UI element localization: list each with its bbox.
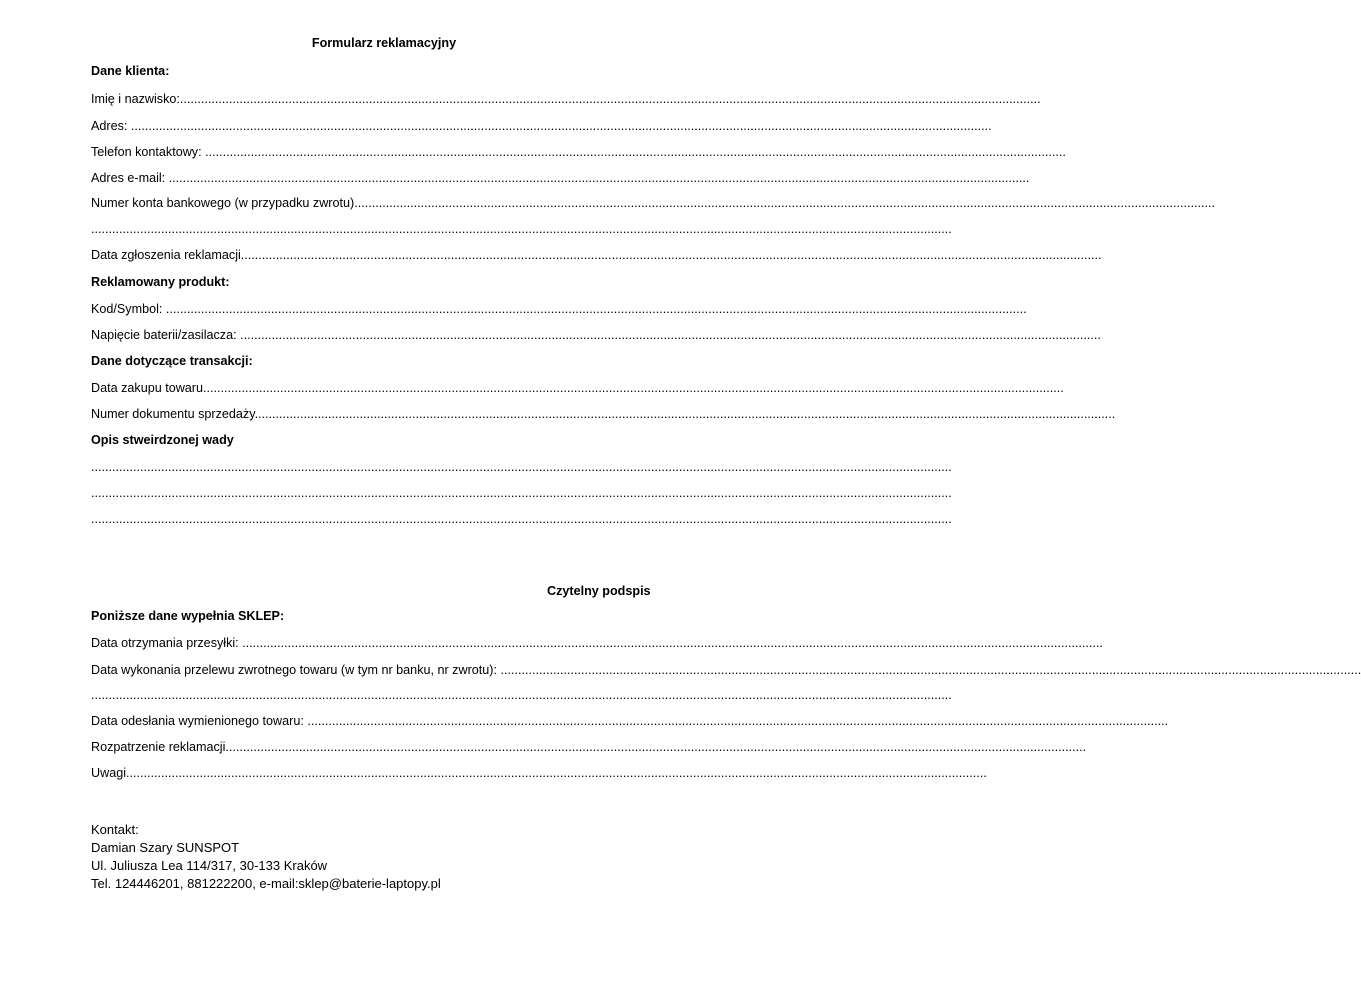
field-bank-account[interactable]: Numer konta bankowego (w przypadku zwrotu)...................................................................................................................................................................................................................................................... bbox=[91, 196, 1215, 210]
shop-section-heading: Poniższe dane wypełnia SKLEP: bbox=[91, 609, 285, 623]
signature-label: Czytelny podspis bbox=[547, 584, 651, 598]
contact-address: Ul. Juliusza Lea 114/317, 30-133 Kraków bbox=[91, 858, 328, 873]
field-replacement-sent-date[interactable]: Data odesłania wymienionego towaru: ...................................................................................................................................................................................................................................................... bbox=[91, 714, 1169, 728]
field-complaint-date[interactable]: Data zgłoszenia reklamacji...................................................................................................................................................................................................................................................... bbox=[91, 248, 1102, 262]
contact-name: Damian Szary SUNSPOT bbox=[91, 840, 240, 855]
field-email[interactable]: Adres e-mail: ...................................................................................................................................................................................................................................................... bbox=[91, 171, 1030, 185]
field-address[interactable]: Adres: ...................................................................................................................................................................................................................................................... bbox=[91, 119, 992, 133]
contact-block bbox=[91, 821, 441, 893]
contact-heading: Kontakt: bbox=[91, 822, 139, 837]
field-bank-account-continued[interactable]: ...................................................................................................................................................................................................................................................... bbox=[91, 222, 952, 236]
field-full-name[interactable]: Imię i nazwisko:...................................................................................................................................................................................................................................................... bbox=[91, 92, 1041, 106]
field-refund-transfer-continued[interactable]: ...................................................................................................................................................................................................................................................... bbox=[91, 688, 952, 702]
form-title: Formularz reklamacyjny bbox=[311, 36, 457, 50]
field-voltage[interactable]: Napięcie baterii/zasilacza: ...................................................................................................................................................................................................................................................... bbox=[91, 328, 1101, 342]
client-section-heading: Dane klienta: bbox=[91, 64, 170, 78]
field-complaint-resolution[interactable]: Rozpatrzenie reklamacji...................................................................................................................................................................................................................................................... bbox=[91, 740, 1087, 754]
field-sales-document-number[interactable]: Numer dokumentu sprzedaży...................................................................................................................................................................................................................................................... bbox=[91, 407, 1116, 421]
field-product-code[interactable]: Kod/Symbol: ...................................................................................................................................................................................................................................................... bbox=[91, 302, 1027, 316]
field-defect-line-1[interactable]: ...................................................................................................................................................................................................................................................... bbox=[91, 460, 952, 474]
defect-section-heading: Opis stweirdzonej wady bbox=[91, 433, 234, 447]
field-phone[interactable]: Telefon kontaktowy: ...................................................................................................................................................................................................................................................... bbox=[91, 145, 1066, 159]
field-defect-line-3[interactable]: ...................................................................................................................................................................................................................................................... bbox=[91, 512, 952, 526]
field-defect-line-2[interactable]: ...................................................................................................................................................................................................................................................... bbox=[91, 486, 952, 500]
transaction-section-heading: Dane dotyczące transakcji: bbox=[91, 354, 253, 368]
field-refund-transfer-date[interactable]: Data wykonania przelewu zwrotnego towaru (w tym nr banku, nr zwrotu): ...................................................................................................................................................................................................................................................... bbox=[91, 663, 1361, 677]
field-shipment-received-date[interactable]: Data otrzymania przesyłki: ...................................................................................................................................................................................................................................................... bbox=[91, 636, 1103, 650]
contact-phones-email: Tel. 124446201, 881222200, e-mail:sklep@baterie-laptopy.pl bbox=[91, 876, 441, 891]
field-notes[interactable]: Uwagi...................................................................................................................................................................................................................................................... bbox=[91, 766, 987, 780]
product-section-heading: Reklamowany produkt: bbox=[91, 275, 230, 289]
field-purchase-date[interactable]: Data zakupu towaru...................................................................................................................................................................................................................................................... bbox=[91, 381, 1064, 395]
